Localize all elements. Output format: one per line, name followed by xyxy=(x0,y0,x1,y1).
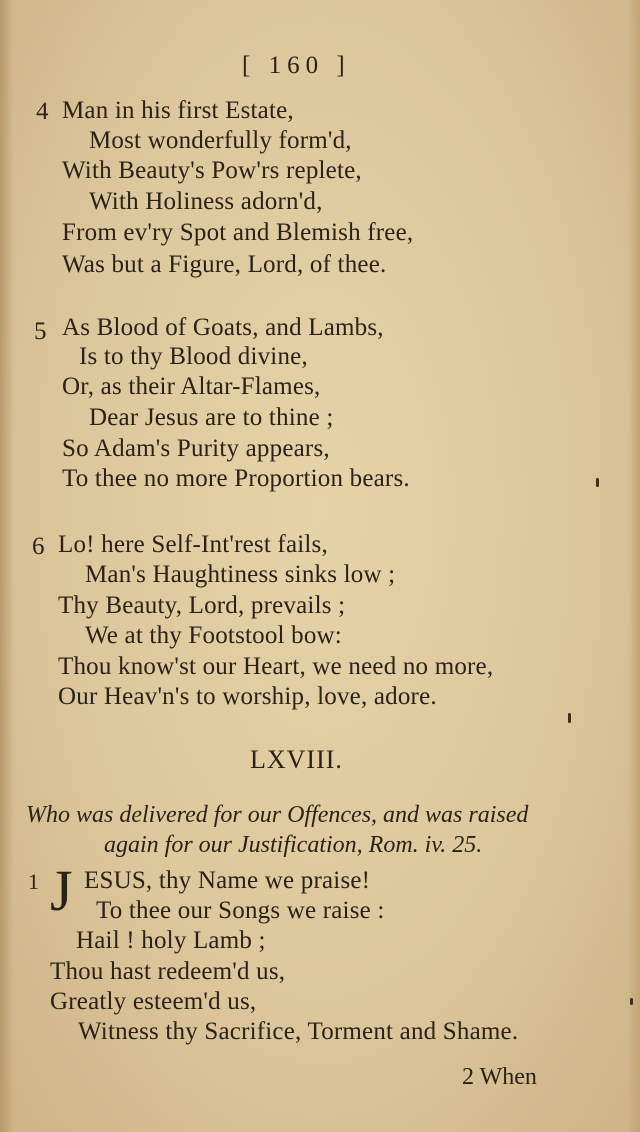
paper-speck xyxy=(630,998,633,1005)
page-shadow-left xyxy=(0,0,14,1132)
verse-line: Man in his first Estate, xyxy=(62,97,294,124)
verse-line: Thy Beauty, Lord, prevails ; xyxy=(58,592,346,619)
verse-line: Or, as their Altar-Flames, xyxy=(62,373,321,400)
hymn-heading: LXVIII. xyxy=(250,745,343,774)
verse-line: Man's Haughtiness sinks low ; xyxy=(85,561,396,588)
verse-line: Dear Jesus are to thine ; xyxy=(89,404,334,431)
verse-line: ESUS, thy Name we praise! xyxy=(84,867,371,894)
verse-line: As Blood of Goats, and Lambs, xyxy=(62,314,384,341)
verse-line: Our Heav'n's to worship, love, adore. xyxy=(58,683,437,710)
verse-line: Witness thy Sacrifice, Torment and Shame. xyxy=(78,1018,519,1045)
verse-number: 5 xyxy=(34,318,47,345)
paper-speck xyxy=(596,478,599,487)
catchword: 2 When xyxy=(462,1064,537,1090)
verse-line: So Adam's Purity appears, xyxy=(62,435,330,462)
verse-number: 4 xyxy=(36,98,49,125)
drop-cap: J xyxy=(50,858,73,923)
page-number: [ 160 ] xyxy=(242,52,351,79)
verse-line: Lo! here Self-Int'rest fails, xyxy=(58,531,328,558)
verse-line: Was but a Figure, Lord, of thee. xyxy=(62,251,387,278)
verse-line: Thou know'st our Heart, we need no more, xyxy=(58,653,494,680)
verse-line: We at thy Footstool bow: xyxy=(85,622,342,649)
verse-line: With Holiness adorn'd, xyxy=(89,188,323,215)
verse-line: To thee no more Proportion bears. xyxy=(62,465,410,492)
verse-line: Most wonderfully form'd, xyxy=(89,127,352,154)
verse-line: To thee our Songs we raise : xyxy=(96,897,385,924)
page-shadow-right xyxy=(628,0,640,1132)
verse-line: Is to thy Blood divine, xyxy=(79,343,308,370)
verse-number: 6 xyxy=(32,533,45,560)
verse-number: 1 xyxy=(28,869,39,894)
verse-line: Thou hast redeem'd us, xyxy=(50,958,286,985)
hymn-title-line: again for our Justification, Rom. iv. 25. xyxy=(104,832,483,858)
verse-line: Hail ! holy Lamb ; xyxy=(76,927,266,954)
verse-line: Greatly esteem'd us, xyxy=(50,988,257,1015)
hymn-title-line: Who was delivered for our Offences, and was raised xyxy=(26,802,529,828)
verse-line: With Beauty's Pow'rs replete, xyxy=(62,157,362,184)
verse-line: From ev'ry Spot and Blemish free, xyxy=(62,219,414,246)
paper-speck xyxy=(568,713,571,723)
